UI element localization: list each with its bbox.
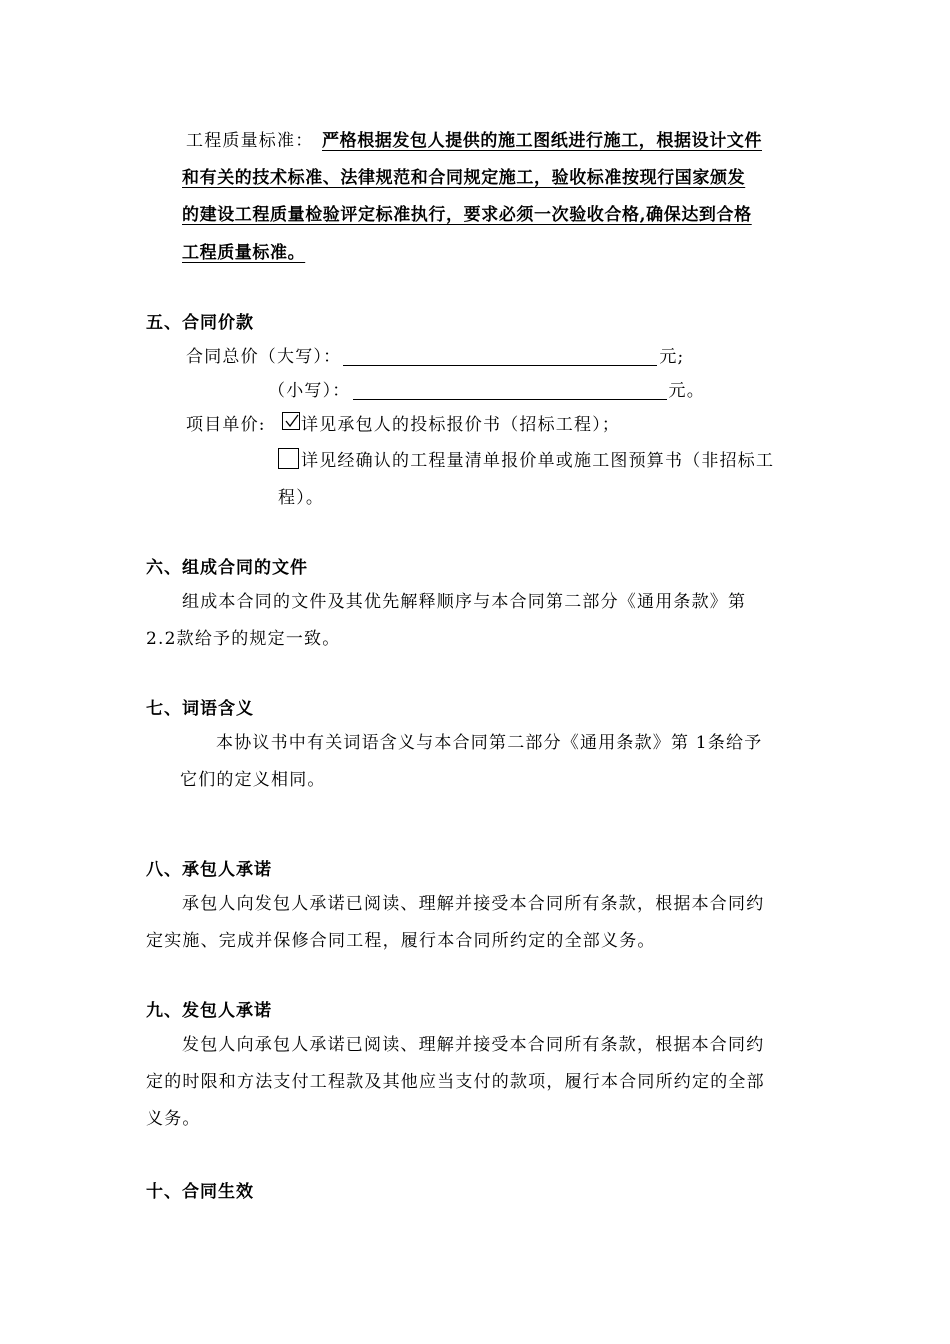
- option-bill-of-quantities-checkbox[interactable]: [278, 448, 299, 469]
- total-price-lower-label: （小写）：: [268, 381, 351, 401]
- employer-commitment-line2: 定的时限和方法支付工程款及其他应当支付的款项，履行本合同所约定的全部: [146, 1072, 765, 1092]
- employer-commitment-line3: 义务。: [146, 1109, 201, 1129]
- quality-text-line3: 的建设工程质量检验评定标准执行，要求必须一次验收合格,确保达到合格: [182, 205, 752, 225]
- currency-unit: 元。: [668, 381, 705, 401]
- employer-commitment-line1: 发包人向承包人承诺已阅读、理解并接受本合同所有条款，根据本合同约: [182, 1035, 765, 1055]
- section-heading-definitions: 七、词语含义: [146, 699, 254, 719]
- quality-text-line4: 工程质量标准。: [182, 243, 306, 263]
- option-bill-of-quantities-text-line1: 详见经确认的工程量清单报价单或施工图预算书（非招标工: [301, 451, 775, 471]
- quality-text-line2: 和有关的技术标准、法律规范和合同规定施工，验收标准按现行国家颁发: [182, 168, 746, 188]
- checkmark-icon: [284, 413, 300, 429]
- total-price-upper-field[interactable]: [343, 345, 657, 366]
- quality-text-line1: 严格根据发包人提供的施工图纸进行施工，根据设计文件: [322, 131, 762, 151]
- option-bid-quote-text: 详见承包人的投标报价书（招标工程）；: [301, 415, 621, 435]
- section-heading-documents: 六、组成合同的文件: [146, 558, 308, 578]
- contractor-commitment-line2: 定实施、完成并保修合同工程，履行本合同所约定的全部义务。: [146, 931, 656, 951]
- section-heading-employer-commitment: 九、发包人承诺: [146, 1001, 272, 1021]
- option-bid-quote-checkbox[interactable]: [282, 412, 300, 430]
- quality-label: 工程质量标准：: [186, 131, 314, 151]
- total-price-upper-label: 合同总价（大写）：: [186, 347, 342, 367]
- section-heading-price: 五、合同价款: [146, 313, 254, 333]
- total-price-lower-row: [268, 376, 705, 401]
- contractor-commitment-line1: 承包人向发包人承诺已阅读、理解并接受本合同所有条款，根据本合同约: [182, 894, 765, 914]
- section-heading-contractor-commitment: 八、承包人承诺: [146, 860, 272, 880]
- definitions-paragraph-line2: 它们的定义相同。: [180, 770, 326, 790]
- documents-paragraph-line2: 2.2款给予的规定一致。: [146, 629, 341, 649]
- option-bill-of-quantities-text-line2: 程）。: [278, 488, 325, 508]
- documents-paragraph-line1: 组成本合同的文件及其优先解释顺序与本合同第二部分《通用条款》第: [182, 592, 747, 612]
- currency-unit: 元;: [659, 347, 685, 367]
- unit-price-label: 项目单价:: [186, 415, 266, 435]
- section-heading-effectiveness: 十、合同生效: [146, 1182, 254, 1202]
- definitions-paragraph-line1: 本协议书中有关词语含义与本合同第二部分《通用条款》第 1条给予: [216, 733, 763, 753]
- total-price-upper-row: [186, 342, 684, 367]
- total-price-lower-field[interactable]: [353, 379, 667, 400]
